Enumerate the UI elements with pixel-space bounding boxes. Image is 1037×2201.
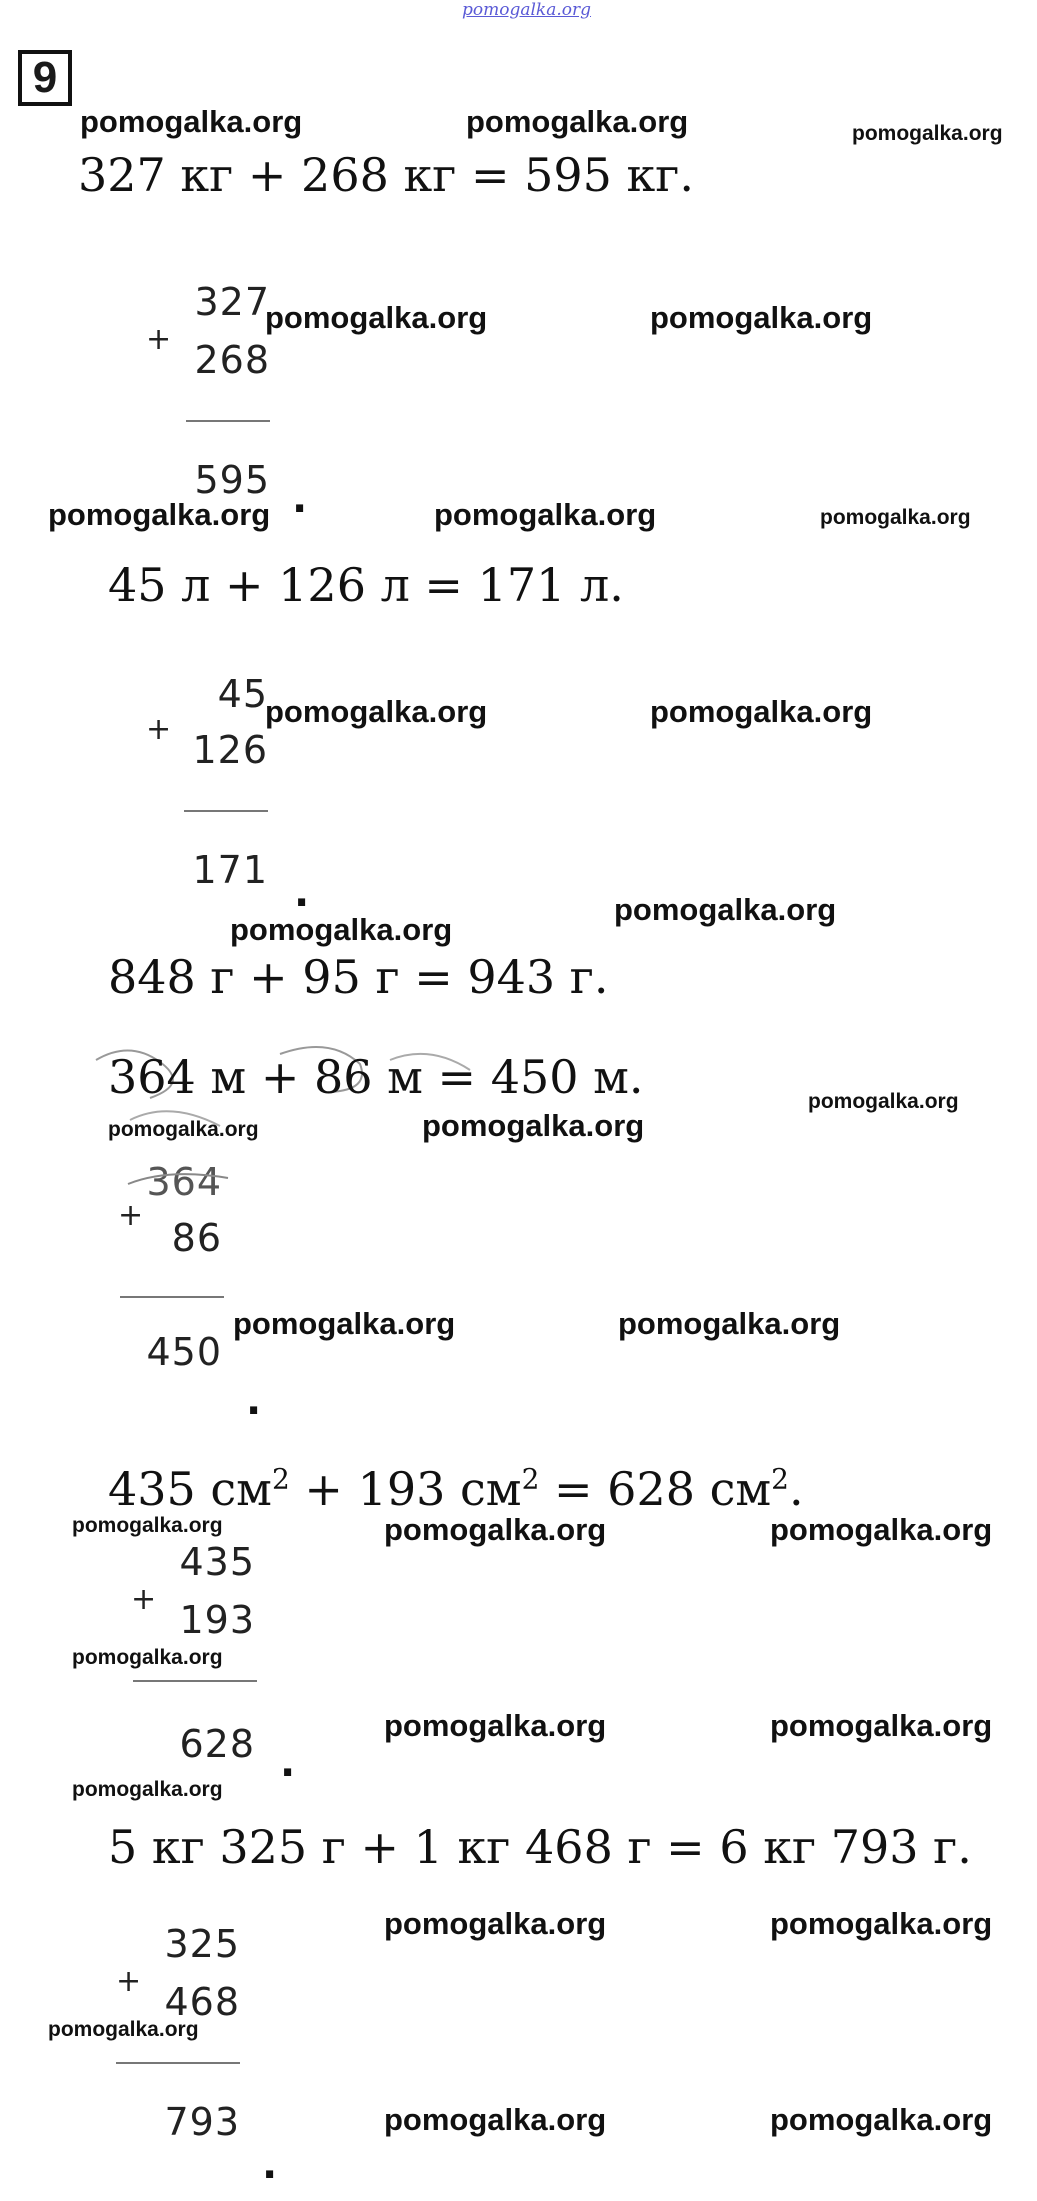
equation-5-term-2: + 193 см bbox=[289, 1462, 522, 1516]
sum-result: 595 bbox=[194, 458, 270, 502]
watermark: pomogalka.org bbox=[770, 1906, 993, 1941]
watermark: pomogalka.org bbox=[434, 497, 657, 532]
watermark: pomogalka.org bbox=[230, 912, 453, 947]
watermark: pomogalka.org bbox=[650, 694, 873, 729]
sum-line bbox=[116, 2062, 240, 2064]
addend-top: 364 bbox=[146, 1160, 222, 1204]
addend-bottom: 468 bbox=[164, 1980, 240, 2024]
equation-5-end: . bbox=[788, 1462, 804, 1516]
column-addition-2 bbox=[140, 672, 280, 902]
watermark: pomogalka.org bbox=[80, 104, 303, 139]
watermark: pomogalka.org bbox=[72, 1514, 223, 1537]
equation-4: 364 м + 86 м = 450 м. bbox=[108, 1050, 644, 1104]
watermark: pomogalka.org bbox=[770, 1708, 993, 1743]
sum-result: 171 bbox=[192, 848, 268, 892]
watermark: pomogalka.org bbox=[466, 104, 689, 139]
period-dot: . bbox=[294, 870, 310, 916]
site-header-link[interactable]: pomogalka.org bbox=[462, 0, 592, 20]
exponent: 2 bbox=[771, 1462, 789, 1496]
plus-sign: + bbox=[146, 712, 172, 747]
addend-bottom: 126 bbox=[192, 728, 268, 772]
watermark: pomogalka.org bbox=[618, 1306, 841, 1341]
task-number-badge: 9 bbox=[18, 50, 72, 106]
pencil-scribble-marks bbox=[108, 1158, 248, 1208]
sum-line bbox=[133, 1680, 257, 1682]
sum-result: 793 bbox=[164, 2100, 240, 2144]
watermark: pomogalka.org bbox=[48, 497, 271, 532]
watermark: pomogalka.org bbox=[265, 300, 488, 335]
addend-top: 325 bbox=[164, 1922, 240, 1966]
equation-1: 327 кг + 268 кг = 595 кг. bbox=[78, 148, 695, 202]
equation-2: 45 л + 126 л = 171 л. bbox=[108, 558, 624, 612]
watermark: pomogalka.org bbox=[233, 1306, 456, 1341]
watermark: pomogalka.org bbox=[770, 2102, 993, 2137]
period-dot: . bbox=[280, 1740, 296, 1786]
column-addition-5 bbox=[110, 1922, 250, 2172]
watermark: pomogalka.org bbox=[614, 892, 837, 927]
sum-line bbox=[186, 420, 270, 422]
equation-3: 848 г + 95 г = 943 г. bbox=[108, 950, 609, 1004]
addend-top: 45 bbox=[217, 672, 268, 716]
sum-line bbox=[184, 810, 268, 812]
addend-bottom: 86 bbox=[171, 1216, 222, 1260]
equation-5-term-1: 435 см bbox=[108, 1462, 272, 1516]
equation-5 bbox=[108, 1462, 804, 1516]
plus-sign: + bbox=[146, 322, 172, 357]
watermark: pomogalka.org bbox=[384, 1512, 607, 1547]
sum-result: 628 bbox=[179, 1722, 255, 1766]
plus-sign: + bbox=[116, 1964, 142, 1999]
sum-result: 450 bbox=[146, 1330, 222, 1374]
watermark: pomogalka.org bbox=[72, 1778, 223, 1801]
watermark: pomogalka.org bbox=[852, 122, 1003, 145]
watermark: pomogalka.org bbox=[384, 2102, 607, 2137]
sum-line bbox=[120, 1296, 224, 1298]
watermark: pomogalka.org bbox=[48, 2018, 199, 2041]
plus-sign: + bbox=[118, 1198, 144, 1233]
watermark: pomogalka.org bbox=[820, 506, 971, 529]
period-dot: . bbox=[292, 476, 308, 522]
watermark: pomogalka.org bbox=[422, 1108, 645, 1143]
equation-5-term-3: = 628 см bbox=[539, 1462, 772, 1516]
watermark: pomogalka.org bbox=[808, 1090, 959, 1113]
watermark: pomogalka.org bbox=[384, 1708, 607, 1743]
watermark: pomogalka.org bbox=[770, 1512, 993, 1547]
watermark: pomogalka.org bbox=[72, 1646, 223, 1669]
watermark: pomogalka.org bbox=[650, 300, 873, 335]
watermark: pomogalka.org bbox=[108, 1118, 259, 1141]
equation-6: 5 кг 325 г + 1 кг 468 г = 6 кг 793 г. bbox=[108, 1820, 972, 1874]
addend-top: 435 bbox=[179, 1540, 255, 1584]
plus-sign: + bbox=[131, 1582, 157, 1617]
addend-bottom: 268 bbox=[194, 338, 270, 382]
addend-top: 327 bbox=[194, 280, 270, 324]
addend-bottom: 193 bbox=[179, 1598, 255, 1642]
exponent: 2 bbox=[521, 1462, 540, 1496]
column-addition-1 bbox=[140, 280, 280, 510]
watermark: pomogalka.org bbox=[384, 1906, 607, 1941]
period-dot: . bbox=[246, 1378, 262, 1424]
exponent: 2 bbox=[271, 1462, 290, 1496]
watermark: pomogalka.org bbox=[265, 694, 488, 729]
period-dot: . bbox=[262, 2142, 278, 2188]
